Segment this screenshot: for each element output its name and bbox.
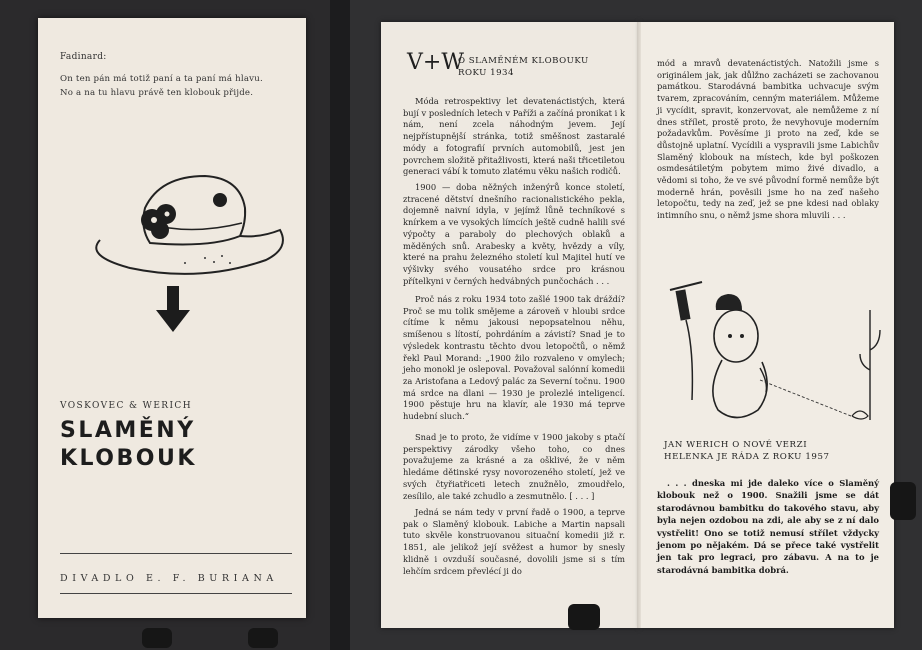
paragraph-3: Proč nás z roku 1934 toto zašlé 1900 tak dráždí? Proč se mu tolik smějeme a zároveň v hloubi srdce cítíme k němu jakousi nepopsatelnou něhu, smíšenou s lítostí, pohrdáním a závistí? Snad je to výsledek kontrastu těchto dvou letopočtů, o němž řekl Paul Morand: „1900 žilo rozvaleno v omylech; jeho monokl je oslepoval. Považoval salónní komedii za Aristofana a Ledový palác za Severní točnu. 1900 má srdce na dlani — 1930 je prolezlé inteligencí. 1900 pěstuje hru na klavír, ale 1930 má teprve hudební sluch.“ bbox=[403, 294, 625, 422]
quote-line-2: No a na tu hlavu právě ten klobouk přijde. bbox=[60, 88, 254, 98]
heading-line-2: ROKU 1934 bbox=[458, 68, 514, 78]
werich-quote: . . . dneska mi jde daleko více o Slaměný klobouk než o 1900. Snažili jsme se dát starodávnou bambitku do takového stavu, aby byla nejen ozdobou na zdi, ale aby se z ní dalo vystřelit! Ono se totiž nemusí střílet vždycky jenom po nějakém. Dá se přece také vystřelit jen tak pro legraci, pro zábavu. A na to je starodávná bambitka dobrá. bbox=[657, 478, 879, 575]
rule-top bbox=[60, 553, 292, 554]
page-clip-right bbox=[890, 482, 916, 520]
heading-line-1: O SLAMĚNÉM KLOBOUKU bbox=[458, 56, 589, 66]
page-clip-cover-1 bbox=[142, 628, 172, 648]
authors: VOSKOVEC & WERICH bbox=[60, 401, 192, 411]
vw-logo: V+W bbox=[407, 50, 464, 75]
theatre-name: DIVADLO E. F. BURIANA bbox=[60, 573, 278, 584]
straw-hat-illustration bbox=[90, 168, 290, 303]
quote-line-1: On ten pán má totiž paní a ta paní má hlavu. bbox=[60, 74, 263, 84]
booklet-left-page bbox=[381, 22, 638, 628]
caricature-illustration bbox=[656, 250, 888, 430]
page-clip-bottom bbox=[568, 604, 600, 630]
cover-leaflet bbox=[38, 18, 306, 618]
paragraph-4: Snad je to proto, že vidíme v 1900 jakoby s ptačí perspektivy zárodky všeho toho, co dnes považujeme za krásné a za ošklivé, že v něm hledáme dětinské rysy novorozeného století, jež ve svých čtyřiatřiceti letech znužnělo, zmoudřelo, zesílilo, ale také zchudlo a zesmutnělo. [ . . . ] bbox=[403, 432, 625, 501]
booklet-fold bbox=[637, 22, 641, 628]
subheading-line-1: JAN WERICH O NOVÉ VERZI bbox=[664, 440, 808, 450]
paragraph-5: Jedná se nám tedy v první řadě o 1900, a teprve pak o Slaměný klobouk. Labiche a Martin napsali tuto skvěle konstruovanou situační komedii již r. 1851, ale jelikož její svěžest a humor by snesly klidně i ovzduší současné, dovolili jsme si s tím lehčím srdcem převlécí ji do bbox=[403, 507, 625, 576]
character-label: Fadinard: bbox=[60, 52, 107, 62]
page-clip-cover-2 bbox=[248, 628, 278, 648]
background-divider bbox=[330, 0, 350, 650]
subheading-line-2: HELENKA JE RÁDA Z ROKU 1957 bbox=[664, 452, 830, 462]
title-line-2: KLOBOUK bbox=[60, 446, 197, 471]
down-arrow-icon bbox=[156, 286, 190, 332]
rule-bottom bbox=[60, 593, 292, 594]
paragraph-continued: mód a mravů devatenáctistých. Natožili jsme s originálem jak, jak důlžno zacházeti se zachovanou památkou. Starodávná bambitka uchvacuje svým tvarem, zpracováním, cenným materiálem. Můžeme ji vycídit, spravit, konzervovat, ale nemůžeme z ní dnes střílet, prostě proto, že nevyhovuje moderním požadavkům. Pověsíme ji proto na zeď, kde se důstojně uplatní. Vycídili a vyspravili jsme Labichův Slaměný klobouk na místech, kde byl poškozen osmdesátiletým pobytem mimo živé divadlo, a vědomi si toho, že ve své původní formě nemůže být moderně hrán, pověsili jsme ho na zeď našeho letopočtu, tedy na zeď, jež se pne kdesi nad oblaky intimního snu, o němž jsme shora mluvili . . . bbox=[657, 58, 879, 221]
title-line-1: SLAMĚNÝ bbox=[60, 418, 196, 443]
booklet-right-page bbox=[640, 22, 894, 628]
paragraph-1: Móda retrospektivy let devatenáctistých, která bují v posledních letech v Paříži a začíná pronikat i k nám, není zcela náhodným jevem. Její nejpřístupnější stránka, totiž směšnost zastaralé módy a fotografií prvních automobilů, jest jen povrchem složitě přitažlivosti, která naši třicetiletou generaci vábí k tomuto zlatému věku našich rodičů. bbox=[403, 96, 625, 177]
paragraph-2: 1900 — doba něžných inženýrů konce století, ztracené dětství dnešního racionalistického pekla, dojemně naivní idyla, v jejímž lůně techníkové s knírkem a ve vysokých límcích ještě cudně halili své výpočty a paraboly do plechových oblaků a měděných snů. Arabesky a květy, hvězdy a víly, které na prahu železného století kul Majitel hutí ve výšivky svého vousatého srdce pro krásnou přítelkyni v černých hedvábných punčochách . . . bbox=[403, 182, 625, 286]
